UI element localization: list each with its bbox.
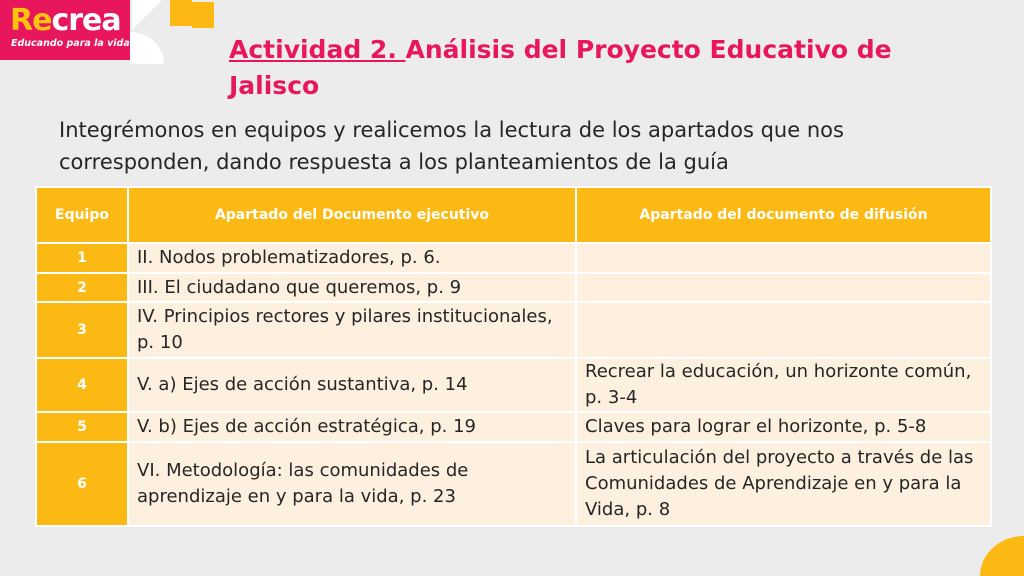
table-row — [36, 358, 991, 412]
teams-table — [35, 186, 992, 527]
recrea-logo — [0, 0, 130, 60]
decorative-shapes-top — [130, 0, 222, 64]
ejecutivo-cell: VI. Metodología: las comunidades de aprendizaje en y para la vida, p. 23 — [128, 442, 576, 526]
logo-tagline: Educando para la vida — [11, 38, 130, 49]
team-number: 6 — [36, 442, 128, 526]
ejecutivo-cell: IV. Principios rectores y pilares institucionales, p. 10 — [128, 302, 576, 358]
title-text: Análisis del Proyecto Educativo de Jalisco — [229, 35, 892, 100]
header-difusion: Apartado del documento de difusión — [576, 187, 991, 243]
header-equipo: Equipo — [36, 187, 128, 243]
page-title — [229, 32, 989, 104]
table-row — [36, 302, 991, 358]
difusion-cell — [576, 273, 991, 302]
table-row — [36, 273, 991, 302]
header-ejecutivo: Apartado del Documento ejecutivo — [128, 187, 576, 243]
table-header-row — [36, 187, 991, 243]
team-number: 3 — [36, 302, 128, 358]
ejecutivo-cell: II. Nodos problematizadores, p. 6. — [128, 243, 576, 273]
team-number: 1 — [36, 243, 128, 273]
table-row — [36, 442, 991, 526]
difusion-cell: Recrear la educación, un horizonte común, p. 3-4 — [576, 358, 991, 412]
logo-brand: Recrea — [10, 3, 121, 38]
team-number: 4 — [36, 358, 128, 412]
ejecutivo-cell: III. El ciudadano que queremos, p. 9 — [128, 273, 576, 302]
ejecutivo-cell: V. b) Ejes de acción estratégica, p. 19 — [128, 412, 576, 442]
difusion-cell — [576, 243, 991, 273]
team-number: 2 — [36, 273, 128, 302]
difusion-cell — [576, 302, 991, 358]
intro-text: Integrémonos en equipos y realicemos la lectura de los apartados que nos corresponden, dando respuesta a los planteamientos de la guía — [59, 118, 844, 174]
ejecutivo-cell: V. a) Ejes de acción sustantiva, p. 14 — [128, 358, 576, 412]
decorative-shape-corner — [960, 528, 1024, 576]
difusion-cell: La articulación del proyecto a través de las Comunidades de Aprendizaje en y para la Vida, p. 8 — [576, 442, 991, 526]
table-row — [36, 412, 991, 442]
team-number: 5 — [36, 412, 128, 442]
title-activity: Actividad 2. — [229, 35, 406, 64]
table-row — [36, 243, 991, 273]
difusion-cell: Claves para lograr el horizonte, p. 5-8 — [576, 412, 991, 442]
